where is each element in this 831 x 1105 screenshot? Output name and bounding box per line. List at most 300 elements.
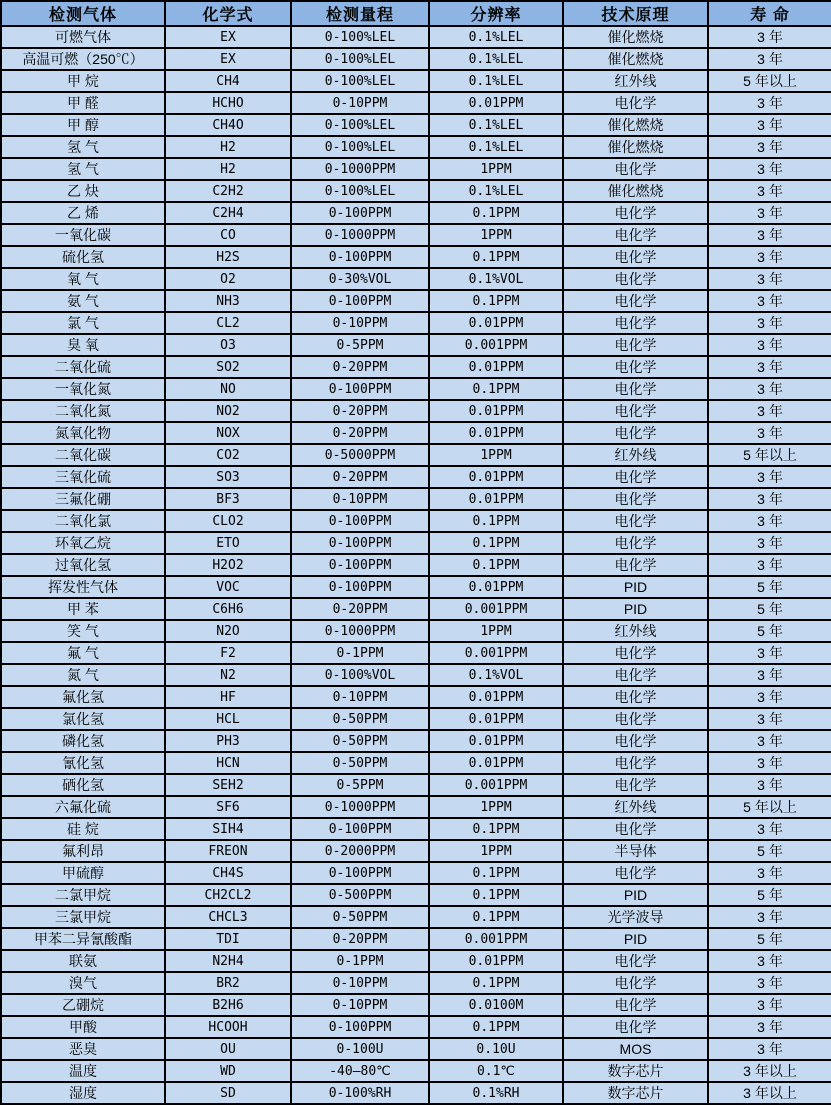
table-cell: PID — [563, 598, 708, 620]
table-cell: 电化学 — [563, 950, 708, 972]
table-cell: MOS — [563, 1038, 708, 1060]
table-cell: 数字芯片 — [563, 1082, 708, 1104]
table-cell: 0.1PPM — [429, 532, 563, 554]
table-cell: 0-5PPM — [291, 774, 429, 796]
table-cell: 红外线 — [563, 444, 708, 466]
table-cell: 3 年 — [708, 752, 831, 774]
table-cell: O2 — [165, 268, 291, 290]
table-cell: 六氟化硫 — [1, 796, 165, 818]
table-row — [1, 708, 831, 730]
table-cell: 电化学 — [563, 532, 708, 554]
table-row — [1, 246, 831, 268]
table-cell: 5 年以上 — [708, 444, 831, 466]
table-cell: 0.1%LEL — [429, 48, 563, 70]
table-cell: BF3 — [165, 488, 291, 510]
table-cell: 0-100PPM — [291, 554, 429, 576]
table-cell: 3 年 — [708, 158, 831, 180]
table-cell: 0.01PPM — [429, 686, 563, 708]
table-row — [1, 554, 831, 576]
table-cell: 3 年 — [708, 1016, 831, 1038]
table-cell: N2 — [165, 664, 291, 686]
column-header: 检测气体 — [1, 1, 165, 26]
table-row — [1, 1038, 831, 1060]
table-cell: 臭 氧 — [1, 334, 165, 356]
table-cell: 0.01PPM — [429, 488, 563, 510]
table-cell: 0-100%LEL — [291, 114, 429, 136]
table-cell: 氮 气 — [1, 664, 165, 686]
table-cell: SO3 — [165, 466, 291, 488]
table-cell: 催化燃烧 — [563, 48, 708, 70]
table-row — [1, 598, 831, 620]
table-row — [1, 224, 831, 246]
table-row — [1, 642, 831, 664]
table-cell: 电化学 — [563, 818, 708, 840]
table-cell: ETO — [165, 532, 291, 554]
table-cell: 电化学 — [563, 488, 708, 510]
table-cell: 3 年 — [708, 136, 831, 158]
table-cell: PID — [563, 884, 708, 906]
table-cell: 催化燃烧 — [563, 114, 708, 136]
table-cell: 二氧化碳 — [1, 444, 165, 466]
table-cell: SF6 — [165, 796, 291, 818]
table-cell: CO2 — [165, 444, 291, 466]
table-cell: FREON — [165, 840, 291, 862]
table-cell: 电化学 — [563, 708, 708, 730]
table-cell: 0.1PPM — [429, 906, 563, 928]
table-cell: 二氧化氮 — [1, 400, 165, 422]
table-cell: 3 年 — [708, 312, 831, 334]
table-cell: 0-100PPM — [291, 246, 429, 268]
table-cell: BR2 — [165, 972, 291, 994]
table-cell: 0-100%LEL — [291, 136, 429, 158]
table-row — [1, 92, 831, 114]
table-cell: 0-20PPM — [291, 422, 429, 444]
table-cell: 0-500PPM — [291, 884, 429, 906]
table-cell: 电化学 — [563, 466, 708, 488]
table-cell: 溴气 — [1, 972, 165, 994]
table-cell: 0.01PPM — [429, 708, 563, 730]
table-cell: 电化学 — [563, 862, 708, 884]
table-cell: 0-20PPM — [291, 466, 429, 488]
table-cell: 3 年 — [708, 774, 831, 796]
table-cell: 0-1000PPM — [291, 158, 429, 180]
table-cell: 0.001PPM — [429, 928, 563, 950]
table-cell: 氯化氢 — [1, 708, 165, 730]
table-cell: 乙硼烷 — [1, 994, 165, 1016]
header-row — [1, 1, 831, 26]
table-row — [1, 774, 831, 796]
table-cell: 3 年 — [708, 48, 831, 70]
table-row — [1, 136, 831, 158]
table-cell: 0.1PPM — [429, 1016, 563, 1038]
table-cell: 3 年 — [708, 290, 831, 312]
table-cell: 氢 气 — [1, 136, 165, 158]
table-cell: 1PPM — [429, 796, 563, 818]
table-cell: 氰化氢 — [1, 752, 165, 774]
table-cell: 0-10PPM — [291, 488, 429, 510]
table-cell: 0-50PPM — [291, 708, 429, 730]
table-cell: 3 年 — [708, 862, 831, 884]
table-cell: H2S — [165, 246, 291, 268]
table-cell: 5 年 — [708, 620, 831, 642]
table-row — [1, 312, 831, 334]
table-cell: 5 年 — [708, 840, 831, 862]
table-row — [1, 576, 831, 598]
table-cell: 氟化氢 — [1, 686, 165, 708]
table-cell: 三氧化硫 — [1, 466, 165, 488]
table-row — [1, 202, 831, 224]
table-cell: 0-2000PPM — [291, 840, 429, 862]
table-row — [1, 334, 831, 356]
table-cell: 3 年 — [708, 180, 831, 202]
table-cell: 0.01PPM — [429, 356, 563, 378]
table-cell: NO2 — [165, 400, 291, 422]
table-row — [1, 906, 831, 928]
table-row — [1, 356, 831, 378]
table-row — [1, 70, 831, 92]
table-cell: 3 年 — [708, 554, 831, 576]
table-cell: 1PPM — [429, 158, 563, 180]
table-cell: 甲 醛 — [1, 92, 165, 114]
table-cell: 0.1%VOL — [429, 664, 563, 686]
table-cell: 3 年 — [708, 400, 831, 422]
table-cell: 氮氧化物 — [1, 422, 165, 444]
table-cell: 0.1PPM — [429, 818, 563, 840]
table-row — [1, 290, 831, 312]
table-cell: 联氨 — [1, 950, 165, 972]
table-cell: 0-100%LEL — [291, 70, 429, 92]
table-cell: 电化学 — [563, 158, 708, 180]
table-cell: NO — [165, 378, 291, 400]
table-cell: 3 年 — [708, 466, 831, 488]
table-cell: 1PPM — [429, 620, 563, 642]
table-cell: 3 年 — [708, 488, 831, 510]
table-cell: 氨 气 — [1, 290, 165, 312]
table-cell: 0.01PPM — [429, 400, 563, 422]
table-row — [1, 114, 831, 136]
table-cell: VOC — [165, 576, 291, 598]
table-cell: 0.1PPM — [429, 246, 563, 268]
table-cell: 3 年 — [708, 730, 831, 752]
table-cell: 磷化氢 — [1, 730, 165, 752]
column-header: 检测量程 — [291, 1, 429, 26]
table-cell: 硒化氢 — [1, 774, 165, 796]
table-row — [1, 862, 831, 884]
table-cell: CH4O — [165, 114, 291, 136]
table-cell: 0-100PPM — [291, 510, 429, 532]
table-cell: 0.01PPM — [429, 466, 563, 488]
table-cell: 5 年 — [708, 884, 831, 906]
table-cell: 0.1PPM — [429, 862, 563, 884]
table-cell: 硅 烷 — [1, 818, 165, 840]
table-cell: 3 年 — [708, 510, 831, 532]
table-cell: 5 年 — [708, 576, 831, 598]
table-row — [1, 268, 831, 290]
table-cell: 红外线 — [563, 796, 708, 818]
table-cell: CL2 — [165, 312, 291, 334]
table-cell: 3 年 — [708, 114, 831, 136]
table-cell: NOX — [165, 422, 291, 444]
table-cell: 3 年 — [708, 664, 831, 686]
table-cell: 电化学 — [563, 92, 708, 114]
table-cell: 3 年 — [708, 334, 831, 356]
table-cell: C6H6 — [165, 598, 291, 620]
table-cell: 3 年 — [708, 1038, 831, 1060]
table-cell: CH2CL2 — [165, 884, 291, 906]
table-cell: 湿度 — [1, 1082, 165, 1104]
table-row — [1, 1082, 831, 1104]
table-cell: 0-100PPM — [291, 576, 429, 598]
table-cell: 电化学 — [563, 1016, 708, 1038]
table-cell: O3 — [165, 334, 291, 356]
table-row — [1, 664, 831, 686]
table-cell: 甲酸 — [1, 1016, 165, 1038]
table-cell: 0-20PPM — [291, 356, 429, 378]
table-cell: CLO2 — [165, 510, 291, 532]
table-cell: 电化学 — [563, 224, 708, 246]
table-cell: 3 年 — [708, 818, 831, 840]
table-cell: 0-100PPM — [291, 818, 429, 840]
table-cell: 三氟化硼 — [1, 488, 165, 510]
table-cell: 0.1PPM — [429, 290, 563, 312]
table-cell: HCN — [165, 752, 291, 774]
table-cell: 0-20PPM — [291, 598, 429, 620]
table-cell: B2H6 — [165, 994, 291, 1016]
table-cell: 硫化氢 — [1, 246, 165, 268]
table-cell: 半导体 — [563, 840, 708, 862]
table-cell: 电化学 — [563, 774, 708, 796]
table-cell: CO — [165, 224, 291, 246]
table-cell: F2 — [165, 642, 291, 664]
table-row — [1, 752, 831, 774]
table-cell: 红外线 — [563, 620, 708, 642]
table-cell: 电化学 — [563, 290, 708, 312]
table-cell: 3 年 — [708, 224, 831, 246]
table-cell: 0-100PPM — [291, 532, 429, 554]
table-row — [1, 884, 831, 906]
table-cell: 催化燃烧 — [563, 136, 708, 158]
table-cell: SIH4 — [165, 818, 291, 840]
table-cell: 0-100%RH — [291, 1082, 429, 1104]
table-cell: 3 年 — [708, 906, 831, 928]
table-cell: NH3 — [165, 290, 291, 312]
table-cell: 3 年以上 — [708, 1082, 831, 1104]
table-row — [1, 972, 831, 994]
table-cell: 0-100%LEL — [291, 180, 429, 202]
table-cell: 可燃气体 — [1, 26, 165, 48]
table-row — [1, 686, 831, 708]
table-cell: 0.01PPM — [429, 730, 563, 752]
table-row — [1, 466, 831, 488]
table-row — [1, 444, 831, 466]
table-cell: 0.01PPM — [429, 312, 563, 334]
table-cell: CH4 — [165, 70, 291, 92]
table-cell: 1PPM — [429, 840, 563, 862]
table-cell: WD — [165, 1060, 291, 1082]
column-header: 技术原理 — [563, 1, 708, 26]
table-cell: 高温可燃（250℃） — [1, 48, 165, 70]
table-cell: 0-1000PPM — [291, 796, 429, 818]
table-row — [1, 840, 831, 862]
table-cell: 0.1%LEL — [429, 26, 563, 48]
table-cell: 氟 气 — [1, 642, 165, 664]
table-cell: 甲 苯 — [1, 598, 165, 620]
table-cell: 甲 烷 — [1, 70, 165, 92]
table-cell: 1PPM — [429, 224, 563, 246]
table-cell: 环氧乙烷 — [1, 532, 165, 554]
table-cell: 电化学 — [563, 642, 708, 664]
table-cell: 3 年 — [708, 994, 831, 1016]
table-cell: 一氧化碳 — [1, 224, 165, 246]
table-cell: 0-10PPM — [291, 686, 429, 708]
table-row — [1, 422, 831, 444]
table-cell: 0-5000PPM — [291, 444, 429, 466]
table-cell: 0-50PPM — [291, 730, 429, 752]
table-cell: 0-100PPM — [291, 1016, 429, 1038]
table-body — [1, 26, 831, 1104]
table-cell: 0.01PPM — [429, 950, 563, 972]
table-cell: 3 年 — [708, 708, 831, 730]
table-cell: H2 — [165, 136, 291, 158]
table-cell: 5 年以上 — [708, 70, 831, 92]
table-cell: 恶臭 — [1, 1038, 165, 1060]
table-cell: C2H2 — [165, 180, 291, 202]
table-cell: SO2 — [165, 356, 291, 378]
table-cell: 0-1PPM — [291, 642, 429, 664]
table-row — [1, 730, 831, 752]
table-cell: 二氧化氯 — [1, 510, 165, 532]
table-cell: H2 — [165, 158, 291, 180]
table-cell: TDI — [165, 928, 291, 950]
table-cell: 甲硫醇 — [1, 862, 165, 884]
table-cell: 电化学 — [563, 972, 708, 994]
table-cell: 氯 气 — [1, 312, 165, 334]
table-cell: 电化学 — [563, 664, 708, 686]
table-cell: 氢 气 — [1, 158, 165, 180]
table-cell: 挥发性气体 — [1, 576, 165, 598]
table-cell: 0.001PPM — [429, 774, 563, 796]
table-cell: 电化学 — [563, 202, 708, 224]
table-cell: 电化学 — [563, 422, 708, 444]
table-cell: HF — [165, 686, 291, 708]
table-cell: EX — [165, 48, 291, 70]
column-header: 分辨率 — [429, 1, 563, 26]
table-cell: 电化学 — [563, 994, 708, 1016]
table-cell: 数字芯片 — [563, 1060, 708, 1082]
table-cell: 5 年 — [708, 928, 831, 950]
table-row — [1, 928, 831, 950]
table-cell: 电化学 — [563, 246, 708, 268]
table-cell: 0-100%VOL — [291, 664, 429, 686]
table-cell: 0-50PPM — [291, 906, 429, 928]
table-cell: 0-100PPM — [291, 378, 429, 400]
table-cell: 氧 气 — [1, 268, 165, 290]
table-cell: 0-1000PPM — [291, 224, 429, 246]
table-cell: 0-100PPM — [291, 202, 429, 224]
table-cell: 0.1%RH — [429, 1082, 563, 1104]
table-cell: 0.1%VOL — [429, 268, 563, 290]
table-cell: 电化学 — [563, 378, 708, 400]
table-cell: 3 年 — [708, 26, 831, 48]
table-cell: 3 年 — [708, 642, 831, 664]
table-row — [1, 796, 831, 818]
table-cell: 0-100U — [291, 1038, 429, 1060]
table-cell: 0.0100M — [429, 994, 563, 1016]
table-cell: 电化学 — [563, 752, 708, 774]
table-cell: 电化学 — [563, 400, 708, 422]
table-cell: PID — [563, 576, 708, 598]
table-cell: 电化学 — [563, 554, 708, 576]
table-cell: SEH2 — [165, 774, 291, 796]
table-cell: 3 年 — [708, 422, 831, 444]
table-cell: 0.01PPM — [429, 92, 563, 114]
table-cell: 乙 炔 — [1, 180, 165, 202]
table-cell: 0-100%LEL — [291, 26, 429, 48]
table-cell: 0.01PPM — [429, 576, 563, 598]
table-cell: 三氯甲烷 — [1, 906, 165, 928]
table-cell: 0.1PPM — [429, 972, 563, 994]
table-cell: 笑 气 — [1, 620, 165, 642]
table-row — [1, 488, 831, 510]
table-cell: 0.1PPM — [429, 884, 563, 906]
table-cell: 3 年 — [708, 268, 831, 290]
table-cell: 电化学 — [563, 312, 708, 334]
column-header: 寿 命 — [708, 1, 831, 26]
table-cell: -40—80℃ — [291, 1060, 429, 1082]
table-cell: 3 年 — [708, 246, 831, 268]
table-cell: 0.1%LEL — [429, 136, 563, 158]
table-cell: 0.1PPM — [429, 510, 563, 532]
table-cell: 0-10PPM — [291, 312, 429, 334]
table-cell: 甲苯二异氰酸酯 — [1, 928, 165, 950]
column-header: 化学式 — [165, 1, 291, 26]
table-cell: 氟利昂 — [1, 840, 165, 862]
table-row — [1, 510, 831, 532]
table-cell: 3 年以上 — [708, 1060, 831, 1082]
table-cell: 0.1%LEL — [429, 114, 563, 136]
table-row — [1, 1060, 831, 1082]
table-row — [1, 158, 831, 180]
table-cell: 0-20PPM — [291, 400, 429, 422]
table-cell: C2H4 — [165, 202, 291, 224]
table-cell: 光学波导 — [563, 906, 708, 928]
table-cell: 0.1℃ — [429, 1060, 563, 1082]
table-row — [1, 994, 831, 1016]
table-cell: 二氧化硫 — [1, 356, 165, 378]
table-cell: 0.1%LEL — [429, 70, 563, 92]
table-cell: EX — [165, 26, 291, 48]
table-cell: 5 年 — [708, 598, 831, 620]
table-row — [1, 26, 831, 48]
table-cell: 0.01PPM — [429, 752, 563, 774]
table-cell: 0.10U — [429, 1038, 563, 1060]
table-cell: 电化学 — [563, 356, 708, 378]
table-cell: 电化学 — [563, 510, 708, 532]
table-cell: 二氯甲烷 — [1, 884, 165, 906]
table-cell: HCL — [165, 708, 291, 730]
table-cell: 0-100PPM — [291, 862, 429, 884]
table-cell: 0-10PPM — [291, 972, 429, 994]
table-cell: 电化学 — [563, 268, 708, 290]
table-cell: 3 年 — [708, 378, 831, 400]
table-cell: 0-5PPM — [291, 334, 429, 356]
table-cell: 1PPM — [429, 444, 563, 466]
table-cell: 一氧化氮 — [1, 378, 165, 400]
table-cell: SD — [165, 1082, 291, 1104]
table-cell: 甲 醇 — [1, 114, 165, 136]
table-row — [1, 180, 831, 202]
table-cell: 催化燃烧 — [563, 180, 708, 202]
